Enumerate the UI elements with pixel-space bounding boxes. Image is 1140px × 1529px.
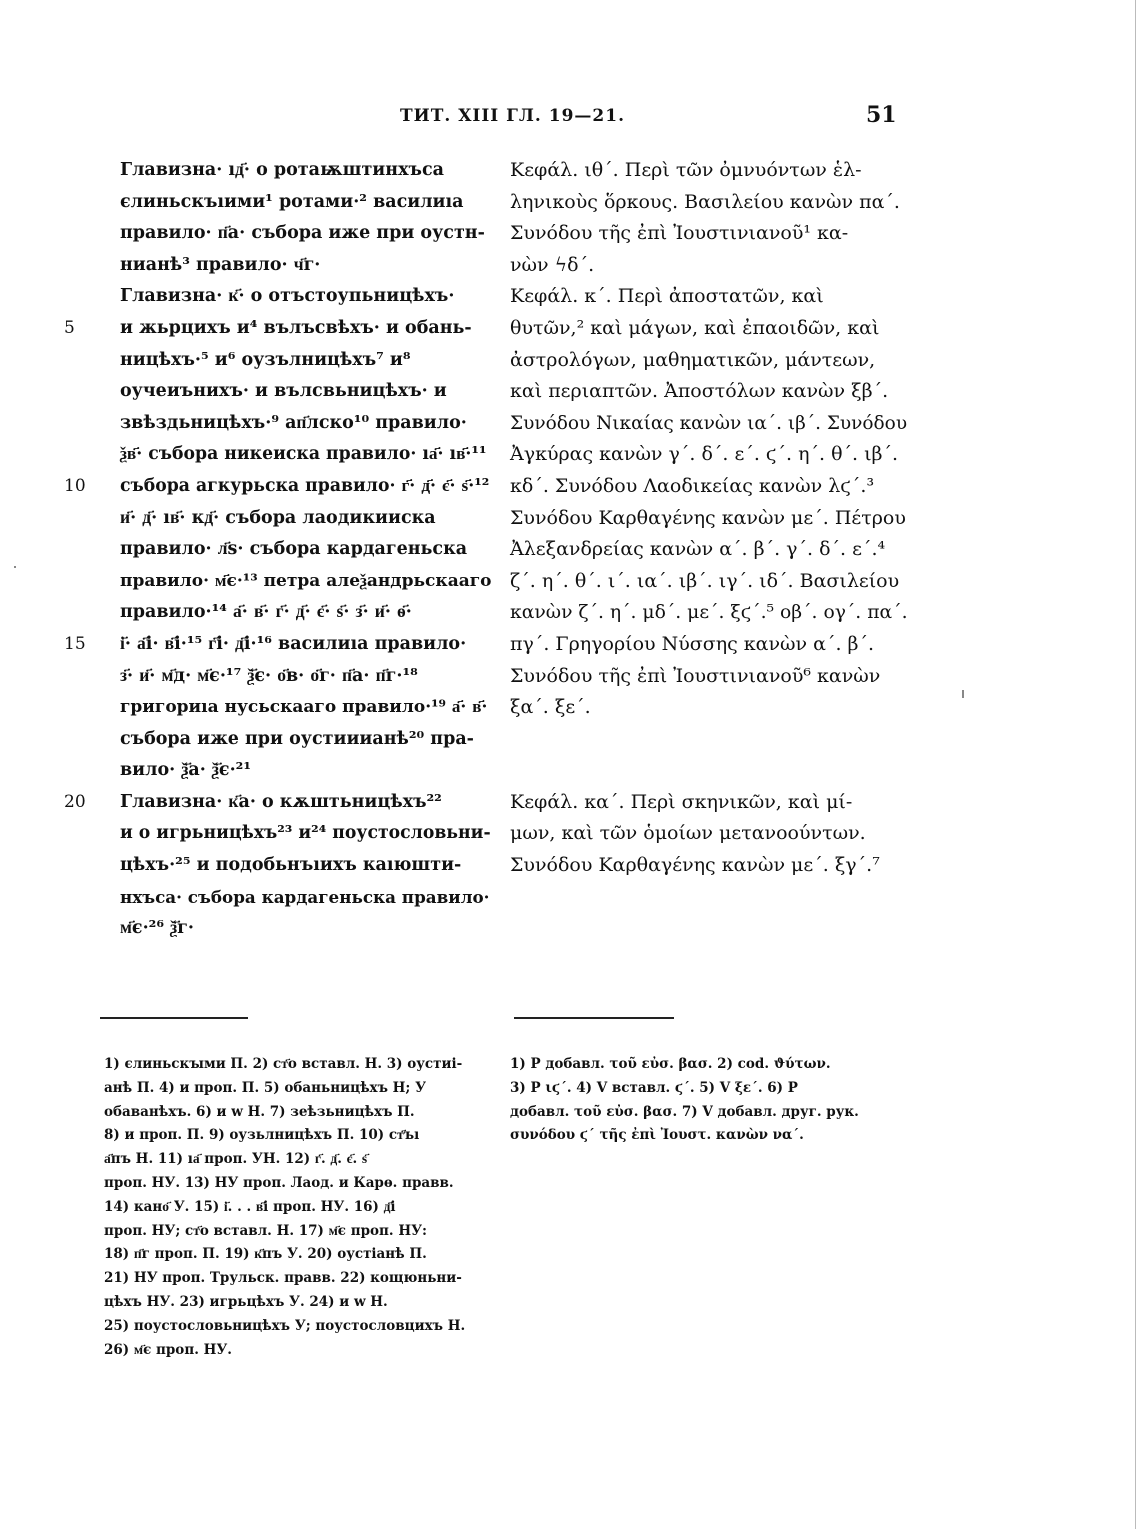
slavonic-line [120, 155, 490, 187]
slavonic-column [64, 155, 492, 945]
slavonic-text: събора иже при оустииианѣ²⁰ пра- [120, 728, 474, 749]
slavonic-line [120, 661, 490, 693]
greek-line: Ἀγκύρας κανὼν γ΄. δ΄. ε΄. ϛ΄. η΄. θ΄. ιβ΄. [510, 443, 899, 466]
slavonic-text: вило· ѯ҃а· ѯ҃є·²¹ [120, 760, 252, 781]
running-head: ТИТ. XIII ГЛ. 19—21. [400, 106, 626, 126]
footnote-line: 25) поустословьницѣхъ У; поустословцихъ Н. [104, 1317, 466, 1334]
slavonic-line [120, 913, 490, 945]
footnote-line: обаванѣхъ. 6) и w Н. 7) зеѣзьницѣхъ П. [104, 1103, 415, 1120]
slavonic-line [120, 882, 490, 914]
greek-line: Κεφάλ. ιθ΄. Περὶ τῶν ὀμνυόντων ἑλ- [510, 159, 862, 181]
slavonic-line [120, 503, 490, 535]
greek-line: Συνόδου τῆς ἐπὶ Ἰουστινιανοῦ¹ κα- [510, 222, 849, 245]
greek-line: πγ΄. Γρηγορίου Νύσσης κανὼν α΄. β΄. [510, 632, 875, 655]
scan-speck [14, 566, 16, 568]
footnote-line: 1) P добавл. τοῦ εὐσ. βασ. 2) cod. ϑύτων. [510, 1056, 831, 1072]
slavonic-line [64, 471, 490, 503]
footnote-line: цѣхъ НУ. 23) игрьцѣхъ У. 24) и w Н. [104, 1293, 388, 1310]
page-number: 51 [866, 102, 897, 128]
slavonic-line [120, 408, 490, 440]
greek-spacer [510, 724, 910, 756]
footnote-line: 21) НУ проп. Трульск. правв. 22) кощюньни- [104, 1270, 462, 1287]
scan-edge-line [1135, 0, 1136, 1529]
greek-line: Συνόδου Καρθαγένης κανὼν με΄. ξγ΄.⁷ [510, 854, 880, 877]
slavonic-text: правило·¹⁴ а҃· в҃· г҃· д҃· є҃· ѕ҃· з҃· и҃· ѳ҃· [120, 602, 412, 623]
line-number: 10 [64, 475, 86, 496]
slavonic-text: правило· п҃а· събора иже при оустн- [120, 223, 485, 244]
greek-spacer [510, 755, 910, 787]
slavonic-line [120, 187, 490, 219]
slavonic-text: звѣздьницѣхъ·⁹ ап҃лско¹⁰ правило· [120, 412, 467, 433]
slavonic-line [120, 534, 490, 566]
slavonic-text: Главизна· к҃а· о кѫштьницѣхъ²² [120, 791, 442, 812]
slavonic-line [120, 218, 490, 250]
line-number: 20 [64, 791, 86, 812]
greek-line: κανὼν ζ΄. η΄. μδ΄. με΄. ξϛ΄.⁵ οβ΄. ογ΄. πα΄. [510, 602, 908, 624]
footnote-line: проп. НУ; ст҃о вставл. Н. 17) м҃є проп. НУ: [104, 1222, 428, 1239]
footnote-line: анѣ П. 4) и проп. П. 5) обаньницѣхъ Н; У [104, 1079, 427, 1096]
footnote-line: 8) и проп. П. 9) оузьлницѣхъ П. 10) ст҃ъı [104, 1127, 420, 1144]
greek-line: κδ΄. Συνόδου Λαοδικείας κανὼν λϛ΄.³ [510, 474, 875, 497]
greek-line: νὼν ϟδ΄. [510, 253, 595, 276]
footnote-line: 1) єлиньскꙑми П. 2) ст҃о вставл. Н. 3) оустиі- [104, 1056, 463, 1072]
slavonic-line [120, 755, 490, 787]
slavonic-line [120, 376, 490, 408]
slavonic-text: Главизна· ıд҃· о ротаѭштинхъса [120, 160, 444, 180]
slavonic-text: нианѣ³ правило· ч҃г· [120, 254, 321, 275]
slavonic-text: ѯв҃· събора никеиска правило· ıа҃· ıв҃·¹¹ [120, 444, 487, 465]
greek-line: μων, καὶ τῶν ὁμοίων μετανοούντων. [510, 822, 866, 845]
slavonic-line [64, 629, 490, 661]
slavonic-text: оучеиънихъ· и вълсвьницѣхъ· и [120, 381, 447, 402]
slavonic-text: и о игрьницѣхъ²³ и²⁴ поустословьни- [120, 823, 491, 844]
slavonic-line [120, 566, 490, 598]
footnote-line: 14) кано҃ У. 15) і҃. . . в҃і проп. НУ. 16) д҃і [104, 1198, 396, 1215]
greek-line: Ἀλεξανδρείας κανὼν α΄. β΄. γ΄. δ΄. ε΄.⁴ [510, 538, 886, 561]
footnote-line: 26) м҃є проп. НУ. [104, 1341, 233, 1358]
page-header [0, 102, 1140, 136]
slavonic-line [120, 281, 490, 313]
slavonic-line [120, 250, 490, 282]
greek-line: ληνικοὺς ὅρκους. Βασιλείου κανὼν πα΄. [510, 190, 900, 213]
slavonic-text: м҃є·²⁶ ѯ҃г· [120, 918, 194, 939]
footnote-line: а҃пъ Н. 11) ıа҃ проп. УН. 12) г҃. д҃. є҃. ѕ҃ [104, 1151, 368, 1168]
footnote-rule-left [100, 1017, 248, 1019]
footnote-rule-right [514, 1017, 674, 1019]
slavonic-text: з҃· и҃· м҃д· м҃є·¹⁷ ѯ҃є· о҃в· о҃г· п҃а· п҃г·¹⁸ [120, 665, 418, 686]
greek-line: Συνόδου Καρθαγένης κανὼν με΄. Πέτρου [510, 506, 906, 529]
slavonic-text: и жьрцихъ и⁴ вълъсвѣхъ· и обань- [120, 317, 472, 338]
greek-line: ξα΄. ξε΄. [510, 696, 591, 719]
slavonic-text: григориıа нусьскааго правило·¹⁹ а҃· в҃· [120, 697, 488, 718]
slavonic-line [120, 439, 490, 471]
greek-line: Συνόδου τῆς ἐπὶ Ἰουστινιανοῦ⁶ κανὼν [510, 664, 881, 687]
footnote-line: συνόδου ϛ΄ τῆς ἐπὶ Ἰουστ. κανὼν να΄. [510, 1127, 804, 1144]
greek-line: Κεφάλ. κα΄. Περὶ σκηνικῶν, καὶ μί- [510, 790, 853, 813]
slavonic-line [120, 850, 490, 882]
slavonic-text: нхъса· събора кардагеньска правило· [120, 886, 490, 907]
footnote-line: проп. НУ. 13) НУ проп. Лаод. и Карѳ. правв. [104, 1174, 454, 1191]
scan-speck [962, 690, 964, 698]
greek-line: Κεφάλ. κ΄. Περὶ ἀποστατῶν, καὶ [510, 285, 824, 308]
greek-line: ἀστρολόγων, μαθηματικῶν, μάντεων, [510, 348, 876, 371]
greek-column [510, 155, 910, 882]
slavonic-text: і҃· а҃і· в҃і·¹⁵ г҃і· д҃і·¹⁶ василиıа правило· [120, 633, 467, 654]
slavonic-line [120, 692, 490, 724]
greek-line: Συνόδου Νικαίας κανὼν ια΄. ιβ΄. Συνόδου [510, 412, 908, 434]
greek-line: θυτῶν,² καὶ μάγων, καὶ ἐπαοιδῶν, καὶ [510, 316, 880, 339]
slavonic-line [120, 345, 490, 377]
slavonic-text: ницѣхъ·⁵ и⁶ оузълницѣхъ⁷ и⁸ [120, 349, 411, 370]
greek-line: ζ΄. η΄. θ΄. ι΄. ια΄. ιβ΄. ιγ΄. ιδ΄. Βασιλείου [510, 569, 900, 592]
line-number: 5 [64, 317, 75, 338]
slavonic-line [64, 787, 490, 819]
footnotes-right [510, 1053, 910, 1148]
footnote-line: добавл. τοῦ εὐσ. βασ. 7) V добавл. друг. рук. [510, 1103, 859, 1120]
slavonic-line [120, 724, 490, 756]
slavonic-text: єлиньскъıими¹ ротами·² василиıа [120, 191, 464, 212]
slavonic-text: Главизна· к҃· о отъстоупьницѣхъ· [120, 286, 455, 307]
footnotes-left [104, 1053, 499, 1362]
line-number: 15 [64, 633, 86, 654]
slavonic-line [120, 597, 490, 629]
footnote-line: 3) P ιϛ΄. 4) V вставл. ϛ΄. 5) V ξε΄. 6) P [510, 1079, 798, 1096]
slavonic-text: цѣхъ·²⁵ и подобьнъıихъ каıюшти- [120, 855, 462, 876]
slavonic-text: и҃· д҃· ıв҃· кд҃· събора лаодикииска [120, 507, 436, 528]
greek-line: καὶ περιαπτῶν. Ἀποστόλων κανὼν ξβ΄. [510, 380, 889, 403]
slavonic-text: събора агкурьска правило· г҃· д҃· є҃· ѕ҃·¹² [120, 475, 490, 496]
slavonic-text: правило· м҃є·¹³ петра алеѯандрьскааго [120, 570, 492, 591]
slavonic-text: правило· л҃ѕ· събора кардагеньска [120, 539, 468, 560]
slavonic-line [120, 818, 490, 850]
footnote-line: 18) п҃г проп. П. 19) к҃пъ У. 20) оустіанѣ П. [104, 1246, 427, 1263]
slavonic-line [64, 313, 490, 345]
